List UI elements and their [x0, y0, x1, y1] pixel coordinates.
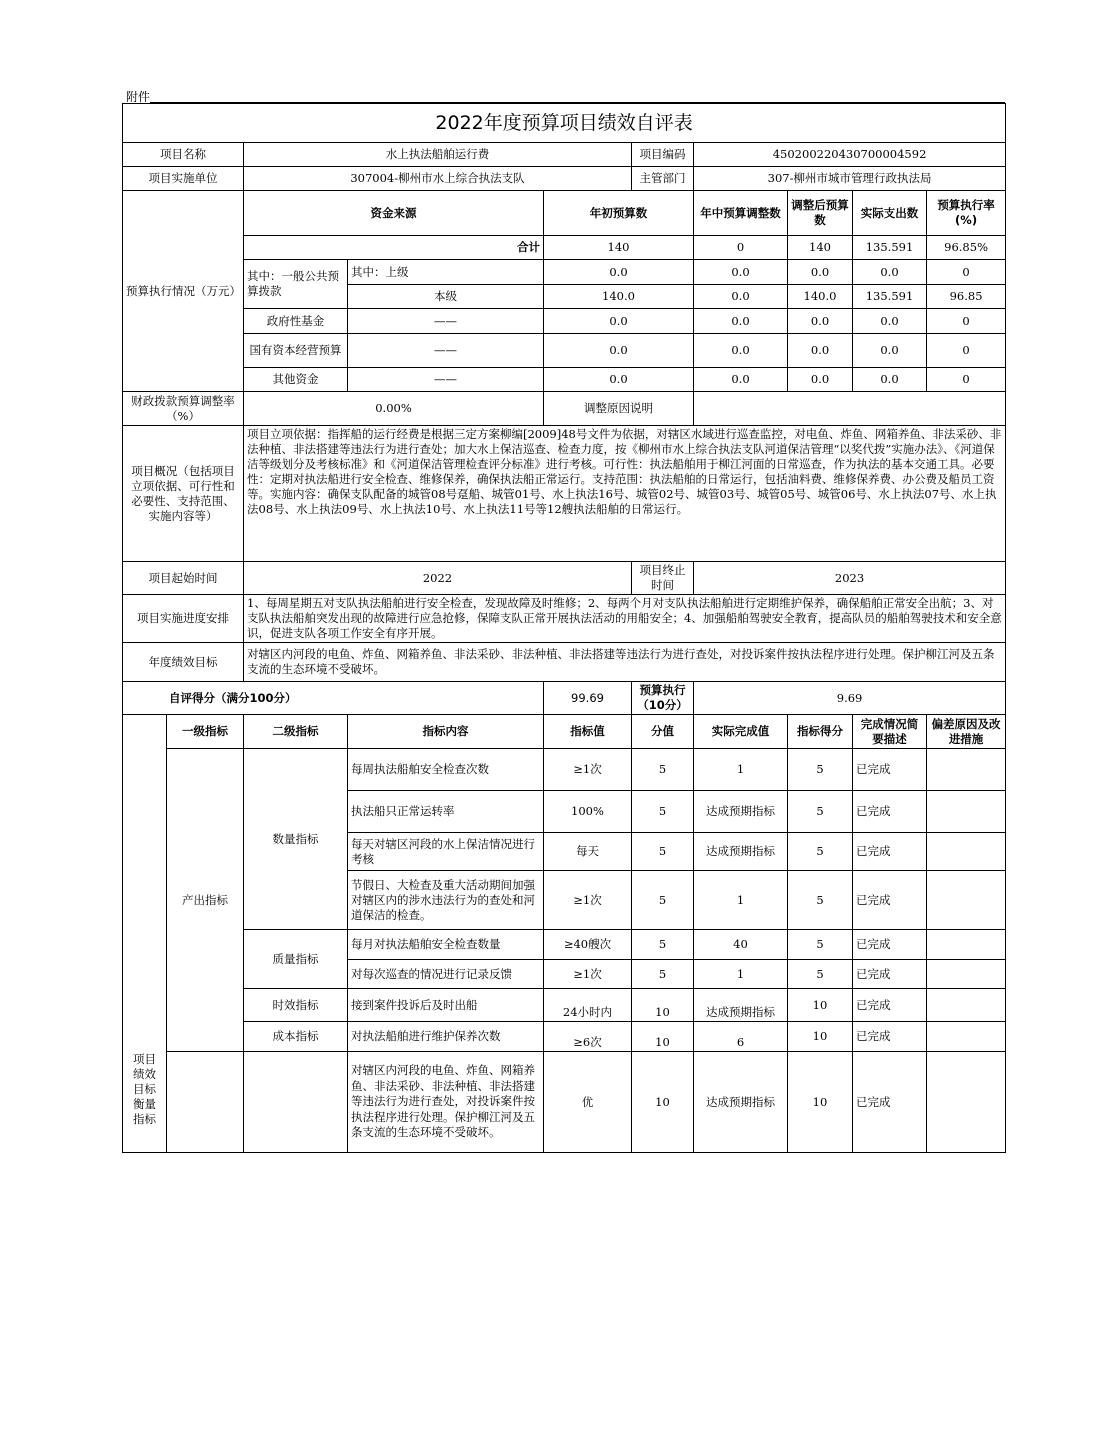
indicator-points: 5	[632, 960, 694, 989]
indicator-deviation	[927, 989, 1006, 1022]
indicator-deviation	[927, 1022, 1006, 1052]
total-initial: 140	[544, 236, 694, 260]
header-execution-rate: 预算执行率(%)	[927, 191, 1006, 236]
project-code: 450200220430700004592	[694, 143, 1006, 167]
project-unit-label: 项目实施单位	[123, 167, 244, 191]
header-source: 资金来源	[244, 191, 544, 236]
indicators-side-label: 项目绩效目标衡量指标	[133, 1052, 156, 1126]
other-funds-rate: 0	[927, 368, 1006, 392]
indicator-actual: 1	[694, 960, 788, 989]
indicator-actual: 达成预期指标	[694, 1052, 788, 1153]
header-score: 指标得分	[788, 715, 853, 749]
header-level2: 二级指标	[244, 715, 348, 749]
indicator-actual: 达成预期指标	[694, 989, 788, 1022]
quality-indicator-label: 质量指标	[244, 930, 348, 989]
total-adjusted: 140	[788, 236, 853, 260]
other-funds-dash: ——	[348, 368, 544, 392]
general-budget-label: 其中：一般公共预算拨款	[244, 260, 348, 309]
indicator-score: 10	[788, 1052, 853, 1153]
indicator-deviation	[927, 871, 1006, 930]
indicator-score: 5	[788, 791, 853, 833]
adjust-rate-label: 财政拨款预算调整率（%）	[123, 392, 244, 426]
state-capital-adjusted: 0.0	[788, 334, 853, 368]
gov-fund-dash: ——	[348, 309, 544, 334]
indicator-deviation	[927, 930, 1006, 960]
header-actual: 实际完成值	[694, 715, 788, 749]
indicator-status: 已完成	[853, 1022, 927, 1052]
performance-evaluation-table	[122, 103, 1006, 1153]
upper-adjust: 0.0	[694, 260, 788, 285]
project-dept-label: 主管部门	[632, 167, 694, 191]
indicator-status: 已完成	[853, 930, 927, 960]
indicator-content: 每天对辖区河段的水上保洁情况进行考核	[348, 833, 544, 871]
indicator-score: 5	[788, 960, 853, 989]
indicator-target: ≥1次	[544, 749, 632, 791]
state-capital-adjust: 0.0	[694, 334, 788, 368]
header-midyear-adjust: 年中预算调整数	[694, 191, 788, 236]
indicator-score: 5	[788, 833, 853, 871]
local-initial: 140.0	[544, 285, 694, 309]
indicator-actual: 达成预期指标	[694, 833, 788, 871]
budget-exec-label: 预算执行（10分）	[632, 682, 694, 715]
other-funds-actual: 0.0	[853, 368, 927, 392]
project-dept: 307-柳州市城市管理行政执法局	[694, 167, 1006, 191]
state-capital-actual: 0.0	[853, 334, 927, 368]
cost-indicator-label: 成本指标	[244, 1022, 348, 1052]
indicator-status: 已完成	[853, 749, 927, 791]
overview-label: 项目概况（包括项目立项依据、可行性和必要性、支持范围、实施内容等）	[123, 426, 244, 562]
other-funds-label: 其他资金	[244, 368, 348, 392]
indicator-points: 5	[632, 930, 694, 960]
header-points: 分值	[632, 715, 694, 749]
indicator-points: 10	[632, 1052, 694, 1153]
indicator-points: 5	[632, 871, 694, 930]
output-indicator-label: 产出指标	[167, 749, 244, 1052]
indicator-deviation	[927, 833, 1006, 871]
local-rate: 96.85	[927, 285, 1006, 309]
header-status: 完成情况简要描述	[853, 715, 927, 749]
schedule-label: 项目实施进度安排	[123, 595, 244, 643]
self-score-label: 自评得分（满分100分）	[123, 682, 544, 715]
gov-fund-label: 政府性基金	[244, 309, 348, 334]
indicator-content: 节假日、大检查及重大活动期间加强对辖区内的涉水违法行为的查处和河道保洁的检查。	[348, 871, 544, 930]
project-name-label: 项目名称	[123, 143, 244, 167]
indicator-target: ≥1次	[544, 871, 632, 930]
total-actual: 135.591	[853, 236, 927, 260]
indicator-points: 10	[632, 1022, 694, 1052]
header-initial-budget: 年初预算数	[544, 191, 694, 236]
gov-fund-initial: 0.0	[544, 309, 694, 334]
indicator-status: 已完成	[853, 871, 927, 930]
indicator-score: 5	[788, 749, 853, 791]
local-level-label: 本级	[348, 285, 544, 309]
indicator-status: 已完成	[853, 960, 927, 989]
indicator-target: 优	[544, 1052, 632, 1153]
effect-indicator-level2	[244, 1052, 348, 1153]
budget-exec-score: 9.69	[694, 682, 1006, 715]
upper-rate: 0	[927, 260, 1006, 285]
quantity-indicator-label: 数量指标	[244, 749, 348, 930]
indicator-target: ≥1次	[544, 960, 632, 989]
budget-section-label: 预算执行情况（万元）	[123, 191, 244, 392]
indicator-content: 对每次巡查的情况进行记录反馈	[348, 960, 544, 989]
indicator-points: 10	[632, 989, 694, 1022]
header-actual-spend: 实际支出数	[853, 191, 927, 236]
indicator-target: ≥6次	[544, 1022, 632, 1052]
adjust-reason-label: 调整原因说明	[544, 392, 694, 426]
annual-goal-label: 年度绩效目标	[123, 643, 244, 682]
header-target: 指标值	[544, 715, 632, 749]
indicator-points: 5	[632, 791, 694, 833]
gov-fund-adjust: 0.0	[694, 309, 788, 334]
project-name: 水上执法船舶运行费	[244, 143, 632, 167]
other-funds-initial: 0.0	[544, 368, 694, 392]
total-adjust: 0	[694, 236, 788, 260]
indicator-actual: 40	[694, 930, 788, 960]
local-actual: 135.591	[853, 285, 927, 309]
indicator-deviation	[927, 1052, 1006, 1153]
end-time-label: 项目终止时间	[632, 562, 694, 595]
indicator-deviation	[927, 791, 1006, 833]
gov-fund-adjusted: 0.0	[788, 309, 853, 334]
indicator-score: 5	[788, 930, 853, 960]
start-time: 2022	[244, 562, 632, 595]
upper-level-label: 其中：上级	[348, 260, 544, 285]
local-adjusted: 140.0	[788, 285, 853, 309]
self-score-value: 99.69	[544, 682, 632, 715]
project-code-label: 项目编码	[632, 143, 694, 167]
indicator-target: ≥40艘次	[544, 930, 632, 960]
effect-indicator-level1	[167, 1052, 244, 1153]
start-time-label: 项目起始时间	[123, 562, 244, 595]
indicator-target: 24小时内	[544, 989, 632, 1022]
state-capital-dash: ——	[348, 334, 544, 368]
adjust-reason-value	[694, 392, 1006, 426]
adjust-rate-value: 0.00%	[244, 392, 544, 426]
indicator-actual: 6	[694, 1022, 788, 1052]
gov-fund-rate: 0	[927, 309, 1006, 334]
header-adjusted-budget: 调整后预算数	[788, 191, 853, 236]
page-title: 2022年度预算项目绩效自评表	[123, 104, 1006, 143]
total-label: 合计	[244, 236, 544, 260]
other-funds-adjusted: 0.0	[788, 368, 853, 392]
schedule-text: 1、每周星期五对支队执法船舶进行安全检查，发现故障及时维修；2、每两个月对支队执法船舶进行定期维护保养，确保船舶正常安全出航；3、对支队执法船舶突发出现的故障进行应急抢修，保障支队正常开展执法活动的用船安全；4、加强船舶驾驶安全教育，提高队员的船舶驾驶技术和安全意识，促进支队各项工作安全有序开展。	[244, 595, 1006, 643]
indicator-status: 已完成	[853, 989, 927, 1022]
state-capital-rate: 0	[927, 334, 1006, 368]
timeliness-indicator-label: 时效指标	[244, 989, 348, 1022]
header-deviation: 偏差原因及改进措施	[927, 715, 1006, 749]
indicator-score: 10	[788, 989, 853, 1022]
indicator-status: 已完成	[853, 791, 927, 833]
indicator-score: 5	[788, 871, 853, 930]
indicator-status: 已完成	[853, 833, 927, 871]
indicator-actual: 1	[694, 749, 788, 791]
annual-goal-text: 对辖区内河段的电鱼、炸鱼、网箱养鱼、非法采砂、非法种植、非法搭建等违法行为进行查处，对投诉案件按执法程序进行处理。保护柳江河及五条支流的生态环境不受破坏。	[244, 643, 1006, 682]
overview-text: 项目立项依据：指挥船的运行经费是根据三定方案柳编[2009]48号文件为依据，对辖区水域进行巡查监控，对电鱼、炸鱼、网箱养鱼、非法采砂、非法种植、非法搭建等违法行为进行查处；加大水上保洁巡查、检查力度，按《柳州市水上综合执法支队河道保洁管理“以奖代拨”实施办法》、《河道保洁等级划分及考核标准》和《河道保洁管理检查评分标准》进行考核。可行性：执法船舶用于柳江河面的日常巡查，作为执法的基本交通工具。必要性：定期对执法船进行安全检查、维修保养，确保执法船正常运行。支持范围：执法船舶的日常运行，包括油料费、维修保养费、办公费及船员工资等。实施内容：确保支队配备的城管08号趸船、城管01号、水上执法16号、城管02号、城管03号、城管05号、城管06号、水上执法07号、水上执法08号、水上执法09号、水上执法10号、水上执法11号等12艘执法船舶的日常运行。	[244, 426, 1006, 562]
indicator-score: 10	[788, 1022, 853, 1052]
indicator-content: 对辖区内河段的电鱼、炸鱼、网箱养鱼、非法采砂、非法种植、非法搭建等违法行为进行查处，对投诉案件按执法程序进行处理。保护柳江河及五条支流的生态环境不受破坏。	[348, 1052, 544, 1153]
indicator-points: 5	[632, 749, 694, 791]
header-content: 指标内容	[348, 715, 544, 749]
total-rate: 96.85%	[927, 236, 1006, 260]
indicator-deviation	[927, 960, 1006, 989]
indicator-deviation	[927, 749, 1006, 791]
end-time: 2023	[694, 562, 1006, 595]
project-unit: 307004-柳州市水上综合执法支队	[244, 167, 632, 191]
indicator-content: 每周执法船舶安全检查次数	[348, 749, 544, 791]
indicator-target: 100%	[544, 791, 632, 833]
state-capital-label: 国有资本经营预算	[244, 334, 348, 368]
header-level1: 一级指标	[167, 715, 244, 749]
indicator-actual: 达成预期指标	[694, 791, 788, 833]
local-adjust: 0.0	[694, 285, 788, 309]
state-capital-initial: 0.0	[544, 334, 694, 368]
indicator-content: 执法船只正常运转率	[348, 791, 544, 833]
indicator-target: 每天	[544, 833, 632, 871]
indicator-status: 已完成	[853, 1052, 927, 1153]
upper-initial: 0.0	[544, 260, 694, 285]
indicators-side-cell	[123, 715, 167, 1153]
indicator-content: 每月对执法船舶安全检查数量	[348, 930, 544, 960]
upper-adjusted: 0.0	[788, 260, 853, 285]
other-funds-adjust: 0.0	[694, 368, 788, 392]
gov-fund-actual: 0.0	[853, 309, 927, 334]
indicator-points: 5	[632, 833, 694, 871]
upper-actual: 0.0	[853, 260, 927, 285]
indicator-actual: 1	[694, 871, 788, 930]
attachment-label: 附件	[126, 90, 151, 104]
indicator-content: 对执法船舶进行维护保养次数	[348, 1022, 544, 1052]
indicator-content: 接到案件投诉后及时出船	[348, 989, 544, 1022]
